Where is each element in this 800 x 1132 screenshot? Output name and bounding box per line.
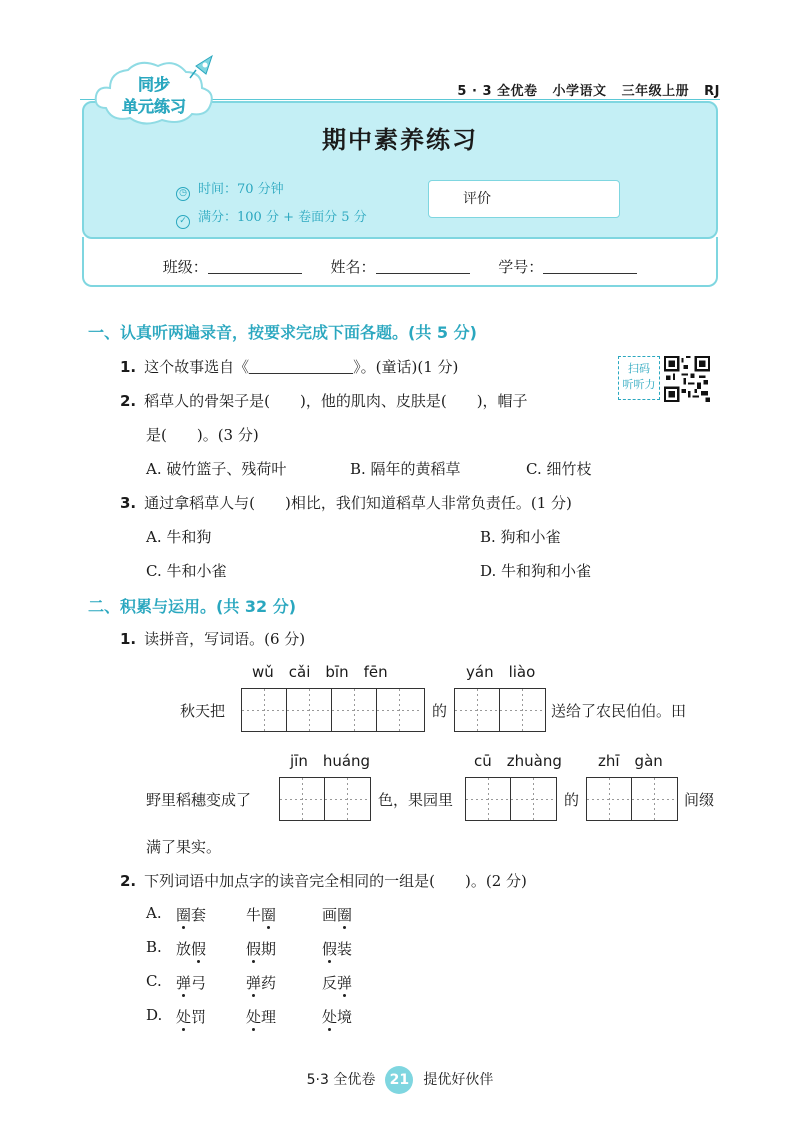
scan-listen-tag: 扫码 听听力: [618, 356, 660, 400]
s2-q2-option-label[interactable]: C.: [146, 972, 162, 990]
dotted-char: 处: [176, 1008, 192, 1026]
s1-q2-option-a[interactable]: A. 破竹篮子、残荷叶: [146, 460, 287, 478]
score-info: ✓ 满分：100 分 + 卷面分 5 分: [176, 206, 367, 229]
edition-label: RJ: [704, 84, 720, 99]
s1-question-2: 2. 稻草人的骨架子是( )，他的肌肉、皮肤是( )，帽子: [120, 392, 528, 410]
writing-grid-jinhuang[interactable]: [279, 777, 371, 821]
fill-text-3: 送给了农民伯伯。田: [551, 702, 687, 720]
dotted-char: 圈: [261, 906, 277, 924]
sync-badge-cloud: [92, 52, 222, 130]
s1-question-2-cont: 是( )。(3 分): [146, 426, 259, 444]
s2-q2-word: 假期: [246, 940, 277, 958]
fill-text-2: 的: [432, 702, 448, 720]
pinyin-yanliao: yán liào: [466, 663, 536, 681]
dotted-char: 圈: [337, 906, 353, 924]
pinyin-jinhuang: jīn huáng: [290, 752, 371, 770]
evaluation-box[interactable]: 评价: [428, 180, 620, 218]
s1-q2-option-c[interactable]: C. 细竹枝: [526, 460, 592, 478]
series-label: 5 · 3 全优卷: [457, 84, 538, 99]
dotted-char: 弹: [176, 974, 192, 992]
writing-grid-yanliao[interactable]: [454, 688, 546, 732]
dotted-char: 假: [322, 940, 338, 958]
footer-slogan: 提优好伙伴: [423, 1072, 494, 1088]
class-field[interactable]: [208, 259, 302, 274]
s1-q3-option-c[interactable]: C. 牛和小雀: [146, 562, 227, 580]
footer-series: 5·3 全优卷: [306, 1072, 376, 1088]
s2-q2-word: 牛圈: [246, 906, 277, 924]
qr-code-icon[interactable]: [664, 356, 710, 402]
dotted-char: 处: [246, 1008, 262, 1026]
writing-grid-wucaibinfen[interactable]: [241, 688, 425, 732]
dotted-char: 弹: [337, 974, 353, 992]
clock-icon: ◷: [176, 187, 190, 201]
name-field[interactable]: [376, 259, 470, 274]
fill-text-4: 野里稻穗变成了: [146, 791, 252, 809]
s2-question-2: 2. 下列词语中加点字的读音完全相同的一组是( )。(2 分): [120, 872, 527, 890]
badge-line2: 单元练习: [121, 97, 187, 116]
time-info: ◷ 时间：70 分钟: [176, 178, 284, 201]
section1-heading: 一、认真听两遍录音，按要求完成下面各题。(共 5 分): [88, 323, 477, 342]
page-footer: [0, 1066, 800, 1094]
s2-q2-word: 圈套: [176, 906, 207, 924]
s2-q2-word: 放假: [176, 940, 207, 958]
number-label: 学号：: [498, 258, 544, 276]
s2-q2-word: 弹药: [246, 974, 277, 992]
section2-heading: 二、积累与运用。(共 32 分): [88, 597, 297, 616]
s2-q2-word: 处理: [246, 1008, 277, 1026]
s1-q3-option-a[interactable]: A. 牛和狗: [146, 528, 212, 546]
s1-q3-option-d[interactable]: D. 牛和狗和小雀: [480, 562, 592, 580]
s2-q2-word: 弹弓: [176, 974, 207, 992]
rocket-icon: [190, 56, 212, 78]
pinyin-cuzhuang: cū zhuàng: [474, 752, 562, 770]
s1-q2-option-b[interactable]: B. 隔年的黄稻草: [350, 460, 461, 478]
pinyin-wucaibinfen: wǔ cǎi bīn fēn: [252, 663, 388, 681]
dotted-char: 圈: [176, 906, 192, 924]
s2-q2-word: 假装: [322, 940, 353, 958]
name-label: 姓名：: [330, 258, 376, 276]
dotted-char: 假: [246, 940, 262, 958]
s2-q2-word: 处境: [322, 1008, 353, 1026]
check-icon: ✓: [176, 215, 190, 229]
s2-question-1: 1. 读拼音，写词语。(6 分): [120, 630, 306, 648]
s2-q2-word: 处罚: [176, 1008, 207, 1026]
fill-text-7: 间缀: [684, 791, 715, 809]
s2-q2-option-label[interactable]: D.: [146, 1006, 163, 1024]
s1-question-1: 1. 这个故事选自《 》。(童话)(1 分): [120, 358, 459, 376]
s1-q3-option-b[interactable]: B. 狗和小雀: [480, 528, 561, 546]
s2-q2-option-label[interactable]: A.: [146, 904, 162, 922]
fill-text-5: 色，果园里: [378, 791, 454, 809]
page-title: 期中素养练习: [322, 126, 478, 154]
class-label: 班级：: [162, 258, 208, 276]
dotted-char: 假: [191, 940, 207, 958]
grade-label: 三年级上册: [621, 84, 690, 99]
dotted-char: 处: [322, 1008, 338, 1026]
s2-q2-word: 画圈: [322, 906, 353, 924]
fill-text-8: 满了果实。: [146, 838, 222, 856]
fill-text-1: 秋天把: [180, 702, 226, 720]
page-number: 21: [385, 1066, 413, 1094]
badge-line1: 同步: [137, 75, 171, 94]
number-field[interactable]: [543, 259, 637, 274]
book-header: [447, 80, 720, 99]
writing-grid-cuzhuang[interactable]: [465, 777, 557, 821]
fill-text-6: 的: [564, 791, 580, 809]
s1-question-3: 3. 通过拿稻草人与( )相比，我们知道稻草人非常负责任。(1 分): [120, 494, 572, 512]
pinyin-zhigan: zhī gàn: [598, 752, 663, 770]
subject-label: 小学语文: [552, 84, 607, 99]
s2-q2-option-label[interactable]: B.: [146, 938, 162, 956]
s2-q2-word: 反弹: [322, 974, 353, 992]
writing-grid-zhigan[interactable]: [586, 777, 678, 821]
story-title-blank[interactable]: [249, 359, 353, 374]
student-info-row: [0, 256, 800, 277]
dotted-char: 弹: [246, 974, 262, 992]
